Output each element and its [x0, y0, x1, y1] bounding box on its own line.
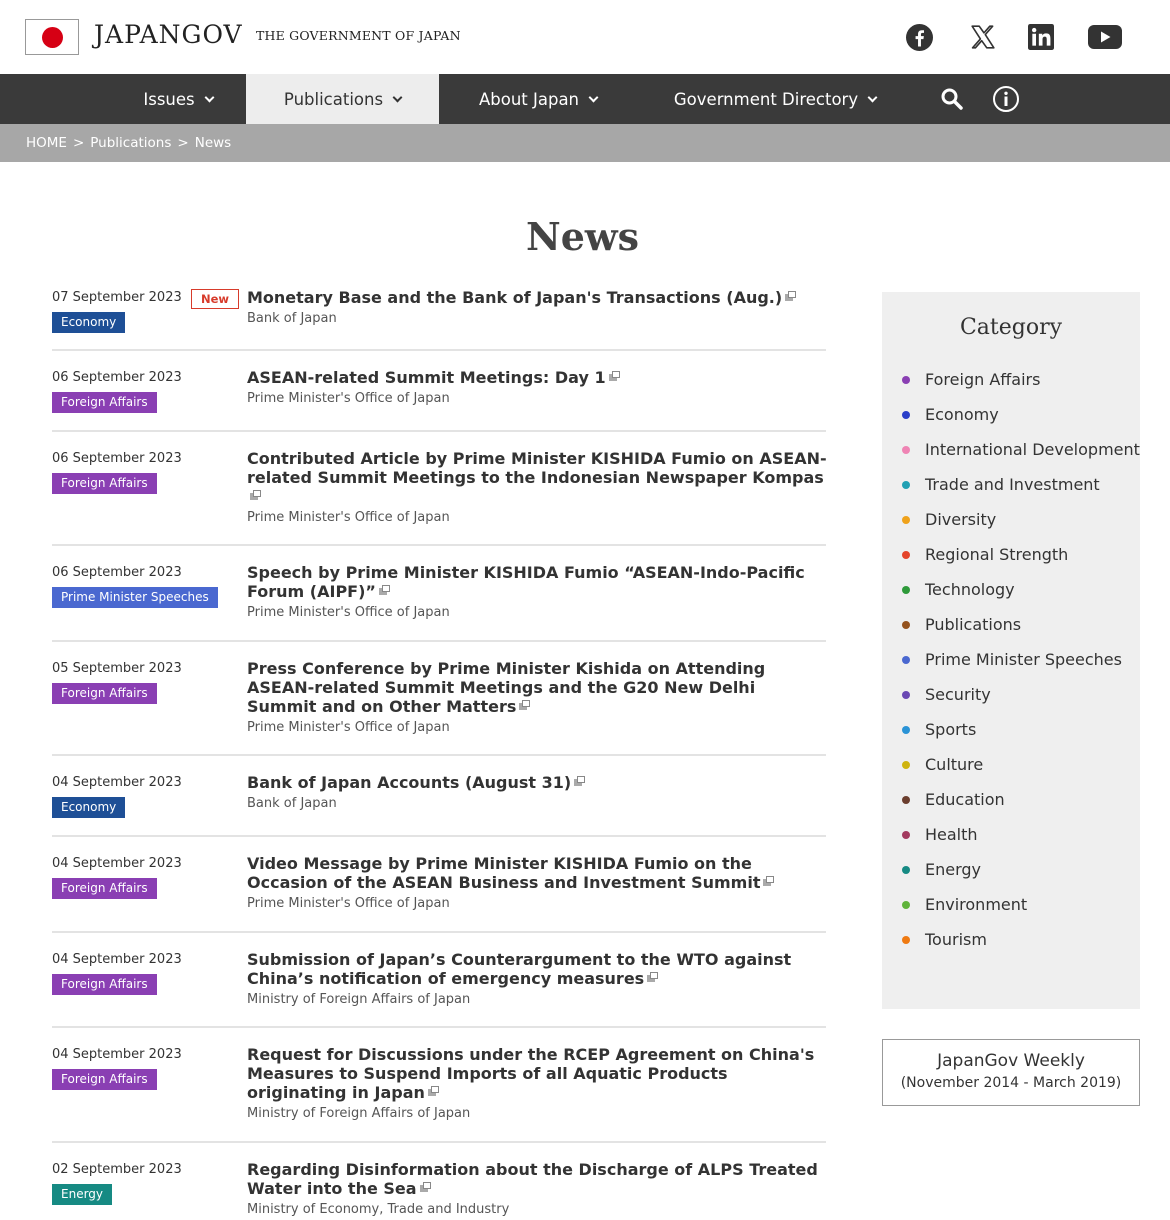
news-source: Ministry of Foreign Affairs of Japan — [247, 1106, 471, 1121]
category-tag[interactable]: Foreign Affairs — [52, 473, 157, 494]
news-source: Prime Minister's Office of Japan — [247, 391, 450, 406]
category-item[interactable] — [902, 607, 1140, 642]
news-title[interactable] — [247, 449, 827, 506]
news-title[interactable] — [247, 950, 827, 988]
external-link-icon — [420, 1182, 432, 1192]
nav-government-directory[interactable] — [637, 74, 913, 124]
category-tag[interactable]: Foreign Affairs — [52, 974, 157, 995]
bullet-dot-icon — [902, 376, 910, 384]
category-item[interactable] — [902, 432, 1140, 467]
bullet-dot-icon — [902, 586, 910, 594]
news-item — [52, 642, 826, 756]
news-date: 04 September 2023 — [52, 1047, 182, 1062]
news-title[interactable] — [247, 854, 827, 892]
bullet-dot-icon — [902, 411, 910, 419]
category-item-label: Health — [925, 825, 978, 844]
category-item-label: Tourism — [925, 930, 987, 949]
category-item-label: Environment — [925, 895, 1028, 914]
category-item-label: Education — [925, 790, 1005, 809]
external-link-icon — [785, 291, 797, 301]
chevron-down-icon — [393, 92, 403, 102]
category-item[interactable] — [902, 537, 1140, 572]
breadcrumb-home[interactable]: HOME — [26, 135, 67, 151]
news-item — [52, 432, 826, 546]
category-tag[interactable]: Foreign Affairs — [52, 683, 157, 704]
news-date: 07 September 2023 — [52, 290, 182, 305]
category-sidebar — [882, 292, 1140, 1009]
bullet-dot-icon — [902, 901, 910, 909]
news-title-text: Regarding Disinformation about the Discharge of ALPS Treated Water into the Sea — [247, 1160, 818, 1198]
nav-publications[interactable] — [246, 74, 439, 124]
bullet-dot-icon — [902, 726, 910, 734]
news-title[interactable] — [247, 288, 827, 307]
category-tag[interactable]: Foreign Affairs — [52, 392, 157, 413]
category-item[interactable] — [902, 712, 1140, 747]
news-date: 05 September 2023 — [52, 661, 182, 676]
category-item[interactable] — [902, 782, 1140, 817]
bullet-dot-icon — [902, 796, 910, 804]
category-tag[interactable]: Energy — [52, 1184, 112, 1205]
category-item[interactable] — [902, 887, 1140, 922]
external-link-icon — [647, 972, 659, 982]
news-title-text: Bank of Japan Accounts (August 31) — [247, 773, 572, 792]
news-list — [52, 281, 826, 1220]
news-date: 06 September 2023 — [52, 451, 182, 466]
main-nav — [0, 74, 1170, 124]
news-item — [52, 281, 826, 351]
page-title: News — [525, 214, 640, 259]
category-item-label: Diversity — [925, 510, 997, 529]
bullet-dot-icon — [902, 481, 910, 489]
breadcrumb-publications[interactable]: Publications — [90, 135, 172, 151]
category-item-label: Technology — [925, 580, 1015, 599]
news-source: Ministry of Foreign Affairs of Japan — [247, 992, 471, 1007]
news-title-text: Video Message by Prime Minister KISHIDA Fumio on the Occasion of the ASEAN Business and Investment Summit — [247, 854, 761, 892]
search-icon[interactable] — [937, 84, 967, 114]
news-item — [52, 933, 826, 1028]
news-date: 04 September 2023 — [52, 952, 182, 967]
nav-about-japan[interactable] — [439, 74, 637, 124]
breadcrumb-separator: > — [72, 135, 85, 151]
site-logo-subtitle[interactable]: THE GOVERNMENT OF JAPAN — [256, 28, 461, 43]
category-item-label: Security — [925, 685, 991, 704]
bullet-dot-icon — [902, 516, 910, 524]
news-title[interactable] — [247, 1045, 827, 1102]
bullet-dot-icon — [902, 936, 910, 944]
category-item[interactable] — [902, 397, 1140, 432]
external-link-icon — [574, 776, 586, 786]
news-source: Prime Minister's Office of Japan — [247, 896, 450, 911]
chevron-down-icon — [589, 92, 599, 102]
x-icon[interactable] — [968, 22, 998, 52]
category-item-label: International Development — [925, 440, 1140, 459]
breadcrumb-current: News — [194, 135, 232, 151]
news-item — [52, 546, 826, 642]
category-title: Category — [959, 315, 1063, 340]
category-item-label: Trade and Investment — [925, 475, 1100, 494]
category-item-label: Economy — [925, 405, 999, 424]
category-item[interactable] — [902, 922, 1140, 957]
news-item — [52, 837, 826, 933]
nav-issues-label: Issues — [143, 89, 195, 109]
news-date: 06 September 2023 — [52, 565, 182, 580]
chevron-down-icon — [204, 92, 214, 102]
news-title[interactable] — [247, 1160, 827, 1198]
news-title-text: Contributed Article by Prime Minister KISHIDA Fumio on ASEAN-related Summit Meetings to the Indonesian Newspaper Kompas — [247, 449, 827, 487]
news-date: 04 September 2023 — [52, 856, 182, 871]
bullet-dot-icon — [902, 831, 910, 839]
bullet-dot-icon — [902, 761, 910, 769]
breadcrumb — [0, 124, 1170, 162]
news-title-text: Monetary Base and the Bank of Japan's Transactions (Aug.) — [247, 288, 783, 307]
category-item-label: Regional Strength — [925, 545, 1069, 564]
external-link-icon — [250, 490, 262, 500]
bullet-dot-icon — [902, 691, 910, 699]
category-item-label: Sports — [925, 720, 977, 739]
category-item[interactable] — [902, 677, 1140, 712]
external-link-icon — [428, 1086, 440, 1096]
category-tag[interactable]: Economy — [52, 797, 125, 818]
category-item[interactable] — [902, 852, 1140, 887]
bullet-dot-icon — [902, 656, 910, 664]
category-item[interactable] — [902, 362, 1140, 397]
external-link-icon — [379, 585, 391, 595]
news-title-text: Submission of Japan’s Counterargument to the WTO against China’s notification of emergency measures — [247, 950, 792, 988]
news-date: 06 September 2023 — [52, 370, 182, 385]
news-title[interactable] — [247, 773, 827, 792]
news-item — [52, 756, 826, 837]
category-item-label: Prime Minister Speeches — [925, 650, 1122, 669]
japangov-weekly-link[interactable] — [882, 1039, 1140, 1106]
chevron-down-icon — [868, 92, 878, 102]
category-item-label: Energy — [925, 860, 982, 879]
category-tag[interactable]: Foreign Affairs — [52, 1069, 157, 1090]
news-title-text: ASEAN-related Summit Meetings: Day 1 — [247, 368, 606, 387]
nav-publications-label: Publications — [283, 89, 384, 109]
category-item-label: Culture — [925, 755, 984, 774]
external-link-icon — [609, 371, 621, 381]
category-item-label: Foreign Affairs — [925, 370, 1041, 389]
category-item-label: Publications — [925, 615, 1022, 634]
news-item — [52, 1028, 826, 1143]
external-link-icon — [763, 876, 775, 886]
site-logo-name[interactable]: JAPANGOV — [94, 20, 243, 49]
nav-issues[interactable] — [110, 74, 246, 124]
category-item[interactable] — [902, 642, 1140, 677]
category-tag[interactable]: Foreign Affairs — [52, 878, 157, 899]
news-title[interactable] — [247, 659, 827, 716]
japan-flag-logo[interactable] — [25, 19, 79, 55]
category-item[interactable] — [902, 747, 1140, 782]
category-item[interactable] — [902, 572, 1140, 607]
category-tag[interactable]: Prime Minister Speeches — [52, 587, 218, 608]
bullet-dot-icon — [902, 446, 910, 454]
category-tag[interactable]: Economy — [52, 312, 125, 333]
weekly-subtitle: (November 2014 - March 2019) — [900, 1075, 1122, 1091]
news-date: 02 September 2023 — [52, 1162, 182, 1177]
news-title[interactable] — [247, 368, 827, 387]
news-title[interactable] — [247, 563, 827, 601]
news-source: Ministry of Economy, Trade and Industry — [247, 1202, 510, 1217]
news-source: Bank of Japan — [247, 311, 337, 326]
news-source: Prime Minister's Office of Japan — [247, 720, 450, 735]
youtube-icon[interactable] — [1086, 22, 1124, 52]
category-item[interactable] — [902, 817, 1140, 852]
news-item — [52, 1143, 826, 1220]
linkedin-icon[interactable] — [1026, 22, 1056, 52]
news-source: Prime Minister's Office of Japan — [247, 510, 450, 525]
breadcrumb-separator: > — [177, 135, 189, 151]
category-item[interactable] — [902, 467, 1140, 502]
site-header — [0, 0, 1170, 74]
weekly-title: JapanGov Weekly — [937, 1051, 1085, 1071]
external-link-icon — [519, 700, 531, 710]
nav-about-label: About Japan — [478, 89, 580, 109]
bullet-dot-icon — [902, 866, 910, 874]
news-title-text: Press Conference by Prime Minister Kishida on Attending ASEAN-related Summit Meetings and the G20 New Delhi Summit and on Other Matters — [247, 659, 766, 716]
category-item[interactable] — [902, 502, 1140, 537]
bullet-dot-icon — [902, 621, 910, 629]
news-title-text: Request for Discussions under the RCEP Agreement on China's Measures to Suspend Imports of all Aquatic Products originating in Japan — [247, 1045, 815, 1102]
news-item — [52, 351, 826, 432]
info-icon[interactable] — [991, 84, 1021, 114]
nav-directory-label: Government Directory — [673, 89, 859, 109]
news-source: Prime Minister's Office of Japan — [247, 605, 450, 620]
bullet-dot-icon — [902, 551, 910, 559]
news-title-text: Speech by Prime Minister KISHIDA Fumio “ASEAN-Indo-Pacific Forum (AIPF)” — [247, 563, 805, 601]
new-badge: New — [191, 289, 239, 309]
news-source: Bank of Japan — [247, 796, 337, 811]
news-date: 04 September 2023 — [52, 775, 182, 790]
category-list — [902, 362, 1140, 957]
facebook-icon[interactable] — [904, 22, 934, 52]
